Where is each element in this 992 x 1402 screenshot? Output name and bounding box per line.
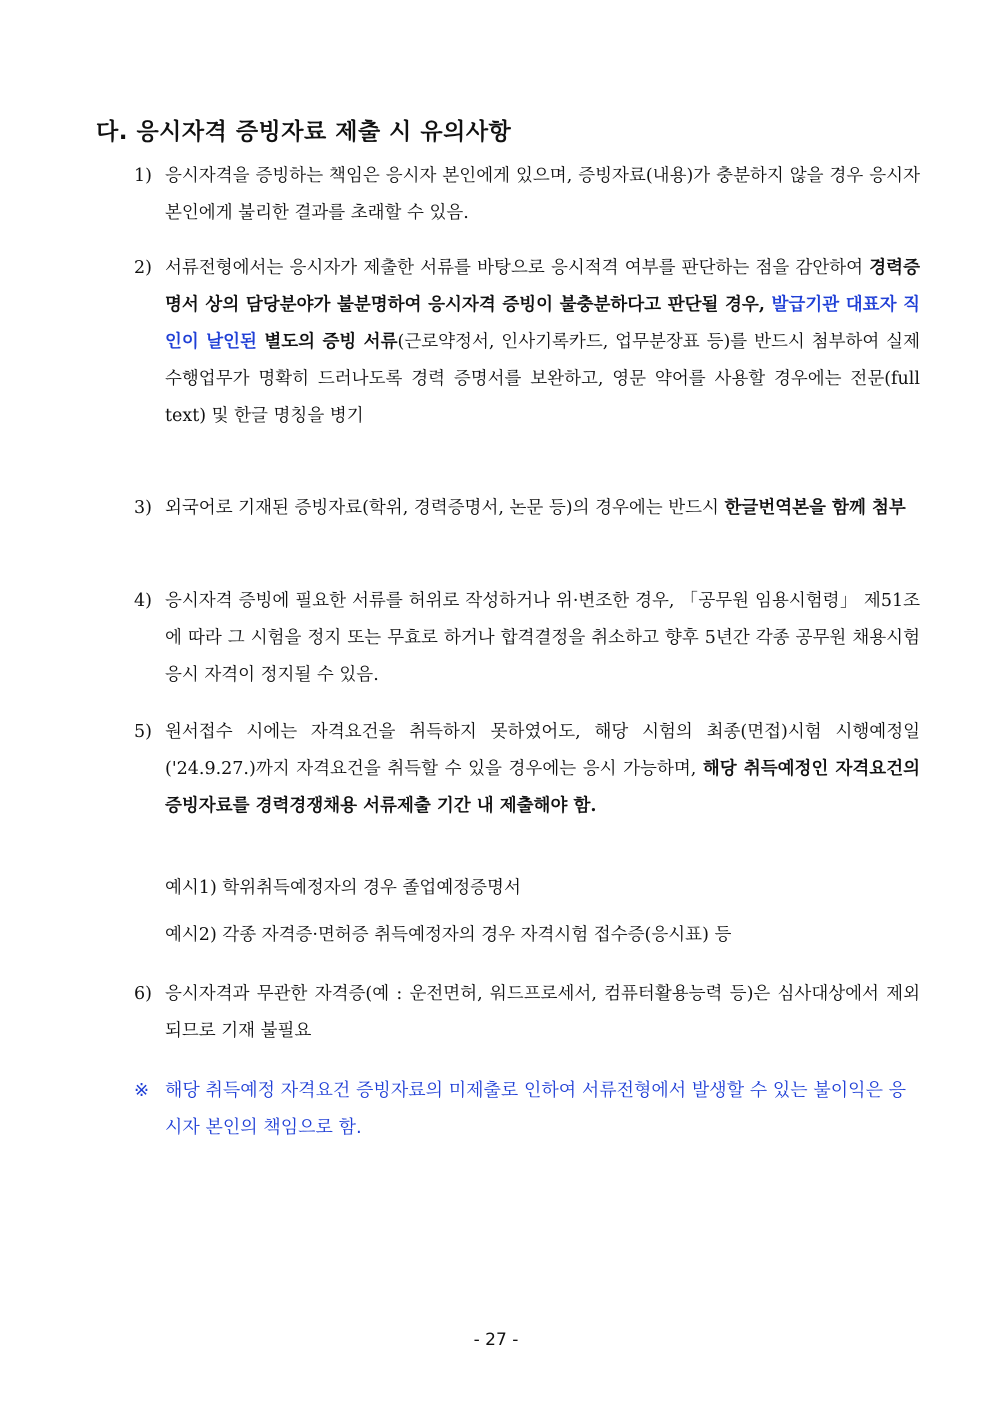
reference-mark-icon: ※ (134, 1080, 150, 1101)
item-text-plain: 원서접수 시에는 자격요건을 취득하지 못하였어도, 해당 시험의 최종(면접)시험 시행예정일('24.9.27.)까지 자격요건을 취득할 수 있을 경우에는 응시 가능하며, (165, 722, 920, 779)
item-text-bold: 해당 취득예정인 자격요건의 증빙자료를 경력경쟁채용 서류제출 기간 내 제출해야 함. (165, 759, 921, 816)
item-text: 응시자격과 무관한 자격증(예 : 운전면허, 워드프로세서, 컴퓨터활용능력 등)은 심사대상에서 제외되므로 기재 불필요 (165, 984, 920, 1041)
list-item-6 (134, 976, 920, 1050)
item-text-bold-2: 별도의 증빙 서류 (256, 332, 398, 352)
item-number: 6) (134, 984, 152, 1004)
list-item-1 (134, 158, 920, 232)
page-number: - 27 - (473, 1330, 519, 1350)
note (134, 1072, 920, 1146)
list-item-4 (134, 583, 920, 694)
section-heading: 다. 응시자격 증빙자료 제출 시 유의사항 (96, 119, 512, 145)
list-item-2 (134, 250, 920, 435)
list-item-3 (134, 490, 920, 527)
item-text-plain-2: (근로약정서, 인사기록카드, 업무분장표 등)를 반드시 첨부하여 실제 수행업무가 명확히 드러나도록 경력 증명서를 보완하고, 영문 약어를 사용할 경우에는 전문(full text) 및 한글 명칭을 병기 (165, 332, 920, 426)
item-number: 3) (134, 498, 152, 518)
item-text-plain: 서류전형에서는 응시자가 제출한 서류를 바탕으로 응시적격 여부를 판단하는 점을 감안하여 (165, 258, 870, 278)
item-text-blue-bold: 발급기관 대표자 직인이 날인된 (165, 295, 920, 352)
list-item-5 (134, 714, 920, 825)
item-text: 응시자격을 증빙하는 책임은 응시자 본인에게 있으며, 증빙자료(내용)가 충분하지 않을 경우 응시자 본인에게 불리한 결과를 초래할 수 있음. (165, 166, 920, 223)
example-1: 예시1) 학위취득예정자의 경우 졸업예정증명서 (165, 878, 521, 898)
item-number: 4) (134, 591, 152, 611)
example-2: 예시2) 각종 자격증·면허증 취득예정자의 경우 자격시험 접수증(응시표) 등 (165, 925, 732, 945)
item-number: 5) (134, 722, 152, 742)
item-text: 응시자격 증빙에 필요한 서류를 허위로 작성하거나 위·변조한 경우, 「공무원 임용시험령」 제51조에 따라 그 시험을 정지 또는 무효로 하거나 합격결정을 취소하고 향후 5년간 각종 공무원 채용시험 응시 자격이 정지될 수 있음. (165, 591, 920, 685)
item-number: 1) (134, 166, 152, 186)
item-text-bold: 경력증명서 상의 담당분야가 불분명하여 응시자격 증빙이 불충분하다고 판단될 경우, (165, 258, 920, 315)
item-text-bold: 한글번역본을 함께 첨부 (724, 498, 906, 518)
item-text (165, 714, 920, 825)
item-text (165, 490, 920, 527)
item-text-plain: 외국어로 기재된 증빙자료(학위, 경력증명서, 논문 등)의 경우에는 반드시 (165, 498, 725, 518)
note-text: 해당 취득예정 자격요건 증빙자료의 미제출로 인하여 서류전형에서 발생할 수 있는 불이익은 응시자 본인의 책임으로 함. (165, 1080, 907, 1138)
item-number: 2) (134, 258, 152, 278)
item-text (165, 250, 920, 435)
